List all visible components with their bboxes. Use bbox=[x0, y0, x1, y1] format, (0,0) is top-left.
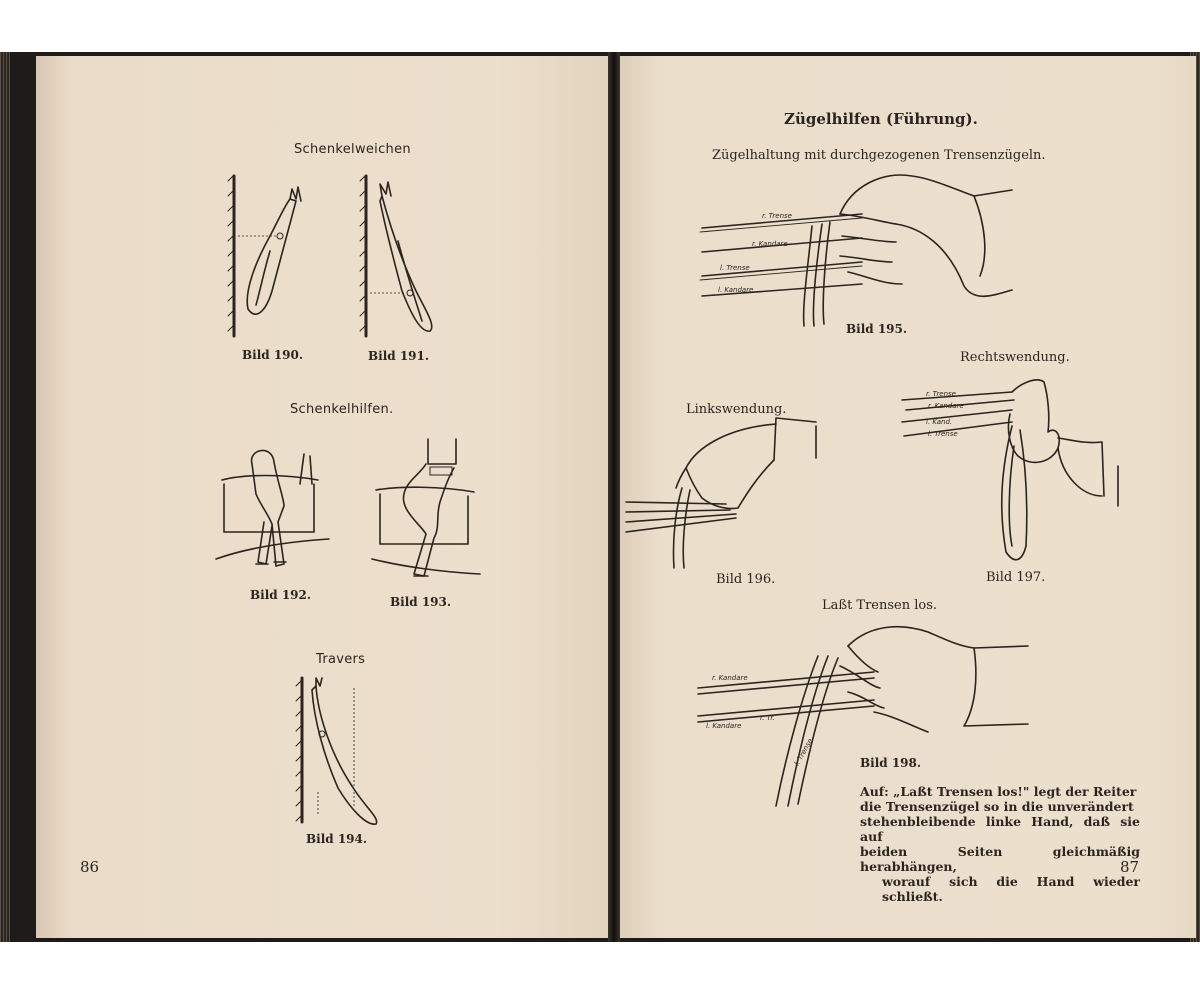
caption-bild-191: Bild 191. bbox=[368, 349, 430, 363]
caption-bild-196: Bild 196. bbox=[716, 572, 776, 587]
label-l-kand: l. Kand. bbox=[926, 418, 953, 426]
page-number-left: 86 bbox=[80, 858, 100, 876]
label-l-trense-3: l. Trense bbox=[792, 737, 815, 767]
heading-travers: Travers bbox=[316, 652, 366, 667]
paragraph-line: Auf: „Laßt Trensen los!" legt der Reiter bbox=[860, 784, 1137, 799]
label-r-tr: r. Tr. bbox=[760, 714, 775, 722]
paragraph-line: stehenbleibende linke Hand, daß sie auf bbox=[860, 814, 1140, 844]
figure-194-illustration bbox=[292, 676, 402, 826]
page-subtitle: Zügelhaltung mit durchgezogenen Trensenzügeln. bbox=[712, 148, 1046, 163]
caption-bild-195: Bild 195. bbox=[846, 322, 908, 336]
paragraph-line: die Trensenzügel so in die unverändert bbox=[860, 799, 1134, 814]
figure-196-illustration bbox=[626, 418, 826, 578]
figure-195-illustration bbox=[712, 166, 1032, 326]
label-r-kandare-3: r. Kandare bbox=[712, 674, 748, 682]
paragraph-line: worauf sich die Hand wieder schließt. bbox=[882, 874, 1140, 904]
heading-rechtswendung: Rechtswendung. bbox=[960, 350, 1070, 365]
page-number-right: 87 bbox=[1120, 858, 1140, 876]
left-page bbox=[36, 56, 612, 938]
heading-lasst-trensen-los: Laßt Trensen los. bbox=[822, 598, 938, 613]
caption-bild-197: Bild 197. bbox=[986, 570, 1046, 585]
heading-schenkelweichen: Schenkelweichen bbox=[294, 142, 411, 157]
caption-bild-190: Bild 190. bbox=[242, 348, 304, 362]
page-title: Zügelhilfen (Führung). bbox=[784, 110, 978, 128]
figure-190-illustration bbox=[222, 171, 312, 341]
label-l-trense: l. Trense bbox=[720, 264, 750, 272]
caption-bild-194: Bild 194. bbox=[306, 832, 368, 846]
instruction-paragraph bbox=[860, 784, 1140, 904]
label-r-kandare: r. Kandare bbox=[752, 240, 788, 248]
book-gutter bbox=[608, 52, 620, 942]
book-edge-left bbox=[0, 52, 10, 942]
right-page bbox=[616, 56, 1196, 938]
heading-schenkelhilfen: Schenkelhilfen. bbox=[290, 402, 394, 417]
open-book bbox=[0, 52, 1200, 942]
label-l-trense-2: l. Trense bbox=[928, 430, 958, 438]
label-l-kandare-2: l. Kandare bbox=[706, 722, 742, 730]
caption-bild-198: Bild 198. bbox=[860, 756, 922, 770]
caption-bild-193: Bild 193. bbox=[390, 595, 452, 609]
heading-linkswendung: Linkswendung. bbox=[686, 402, 787, 417]
label-r-trense-2: r. Trense bbox=[926, 390, 956, 398]
label-r-trense: r. Trense bbox=[762, 212, 792, 220]
label-l-kandare: l. Kandare bbox=[718, 286, 754, 294]
figure-193-illustration bbox=[370, 434, 490, 584]
paragraph-line: beiden Seiten gleichmäßig herabhängen, bbox=[860, 844, 1140, 874]
caption-bild-192: Bild 192. bbox=[250, 588, 312, 602]
figure-192-illustration bbox=[214, 444, 334, 584]
label-r-kandare-2: r. Kandare bbox=[928, 402, 964, 410]
figure-197-illustration bbox=[902, 366, 1132, 566]
figure-191-illustration bbox=[354, 171, 454, 341]
